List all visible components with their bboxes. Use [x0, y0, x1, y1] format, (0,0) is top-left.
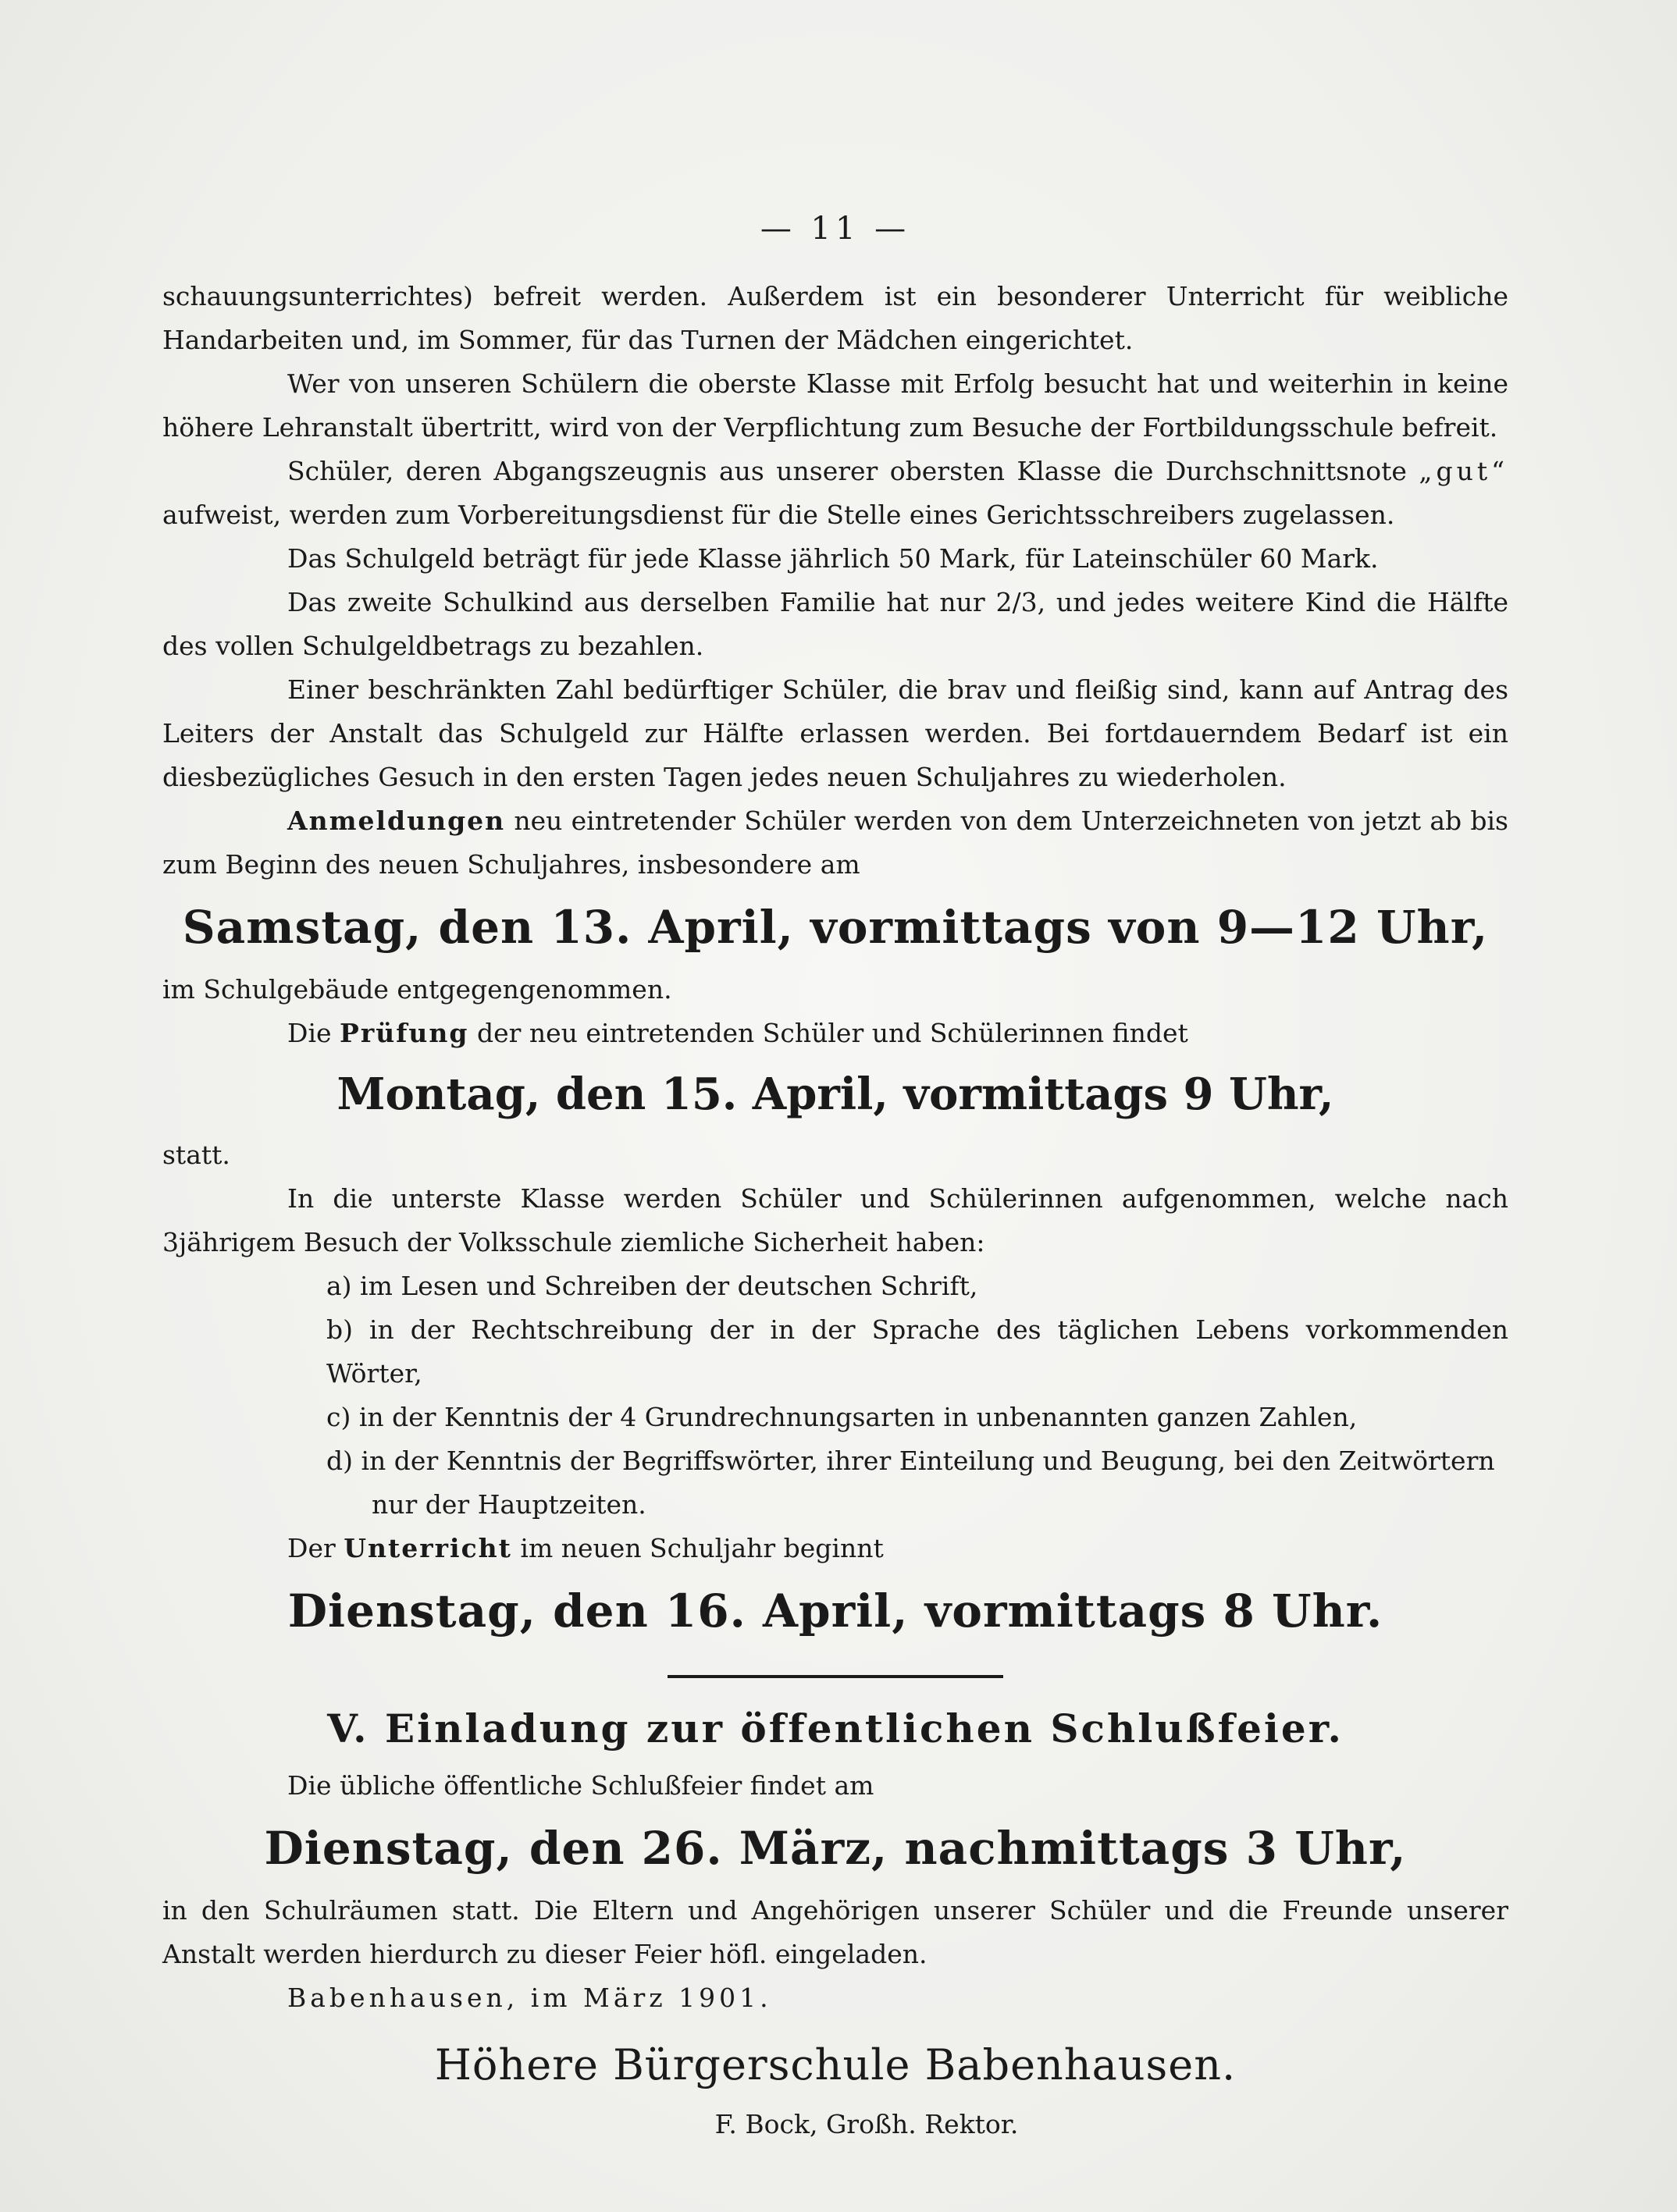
section-heading: V. Einladung zur öffentlichen Schlußfeier. — [327, 1705, 1344, 1751]
paragraph-3-part-b: aufweist, werden zum Vorbereitungsdienst für die Stelle eines Gerichtsschreibers zugelassen. — [162, 500, 1395, 530]
paragraph-12-bold: Unterricht — [344, 1533, 512, 1563]
registration-date: Samstag, den 13. April, vormittags von 9—12 Uhr, — [182, 901, 1489, 954]
paragraph-12-part-b: im neuen Schuljahr beginnt — [511, 1533, 884, 1563]
paragraph-9-part-b: der neu eintretenden Schüler und Schülerinnen findet — [468, 1018, 1188, 1048]
document-body — [162, 211, 1508, 2146]
section-paragraph-1: Die übliche öffentliche Schlußfeier findet am — [287, 1770, 874, 1801]
paragraph-12 — [162, 1527, 1508, 1570]
paragraph-7-text: neu eintretender Schüler werden von dem Unterzeichneten von jetzt ab bis zum Beginn des neuen Schuljahres, insbesondere am — [162, 805, 1508, 880]
place-and-date: Babenhausen, im März 1901. — [287, 1983, 772, 2013]
list-item-continuation: nur der Hauptzeiten. — [372, 1489, 646, 1520]
paragraph-6: Einer beschränkten Zahl bedürftiger Schüler, die brav und fleißig sind, kann auf Antrag des Leiters der Anstalt das Schulgeld zur Hälfte erlassen werden. Bei fortdauerndem Bedarf ist ein diesbezügliches Gesuch in den ersten Tagen jedes neuen Schuljahres zu wiederholen. — [162, 674, 1508, 792]
signature: F. Bock, Großh. Rektor. — [714, 2109, 1019, 2139]
paragraph-3-part-a: Schüler, deren Abgangszeugnis aus unserer obersten Klasse die Durchschnittsnote — [287, 456, 1419, 486]
paragraph-4: Das Schulgeld beträgt für jede Klasse jährlich 50 Mark, für Lateinschüler 60 Mark. — [287, 543, 1379, 574]
paragraph-7-bold: Anmeldungen — [287, 805, 506, 836]
list-item: a) im Lesen und Schreiben der deutschen Schrift, — [326, 1271, 978, 1301]
divider — [668, 1675, 1003, 1678]
ceremony-date: Dienstag, den 26. März, nachmittags 3 Uhr, — [264, 1822, 1407, 1875]
paragraph-3 — [162, 450, 1508, 537]
paragraph-12-part-a: Der — [287, 1533, 344, 1563]
paragraph-5: Das zweite Schulkind aus derselben Familie hat nur 2/3, und jedes weitere Kind die Hälfte des vollen Schulgeldbetrags zu bezahlen. — [162, 587, 1508, 661]
paragraph-1: schauungsunterrichtes) befreit werden. Außerdem ist ein besonderer Unterricht für weibliche Handarbeiten und, im Sommer, für das Turnen der Mädchen eingerichtet. — [162, 281, 1508, 355]
school-name: Höhere Bürgerschule Babenhausen. — [434, 2040, 1237, 2089]
requirements-list — [326, 1264, 1508, 1527]
exam-date: Montag, den 15. April, vormittags 9 Uhr, — [336, 1069, 1334, 1120]
school-start-date: Dienstag, den 16. April, vormittags 8 Uhr. — [287, 1584, 1383, 1638]
page-number: — 11 — — [760, 211, 911, 247]
paragraph-8: im Schulgebäude entgegengenommen. — [162, 974, 672, 1005]
section-paragraph-2: in den Schulräumen statt. Die Eltern und Angehörigen unserer Schüler und die Freunde unserer Anstalt werden hierdurch zu dieser Feier höfl. eingeladen. — [162, 1895, 1508, 1969]
paragraph-9 — [162, 1012, 1508, 1055]
paragraph-7 — [162, 799, 1508, 887]
paragraph-11: In die unterste Klasse werden Schüler und Schülerinnen aufgenommen, welche nach 3jährigem Besuch der Volksschule ziemliche Sicherheit haben: — [162, 1183, 1508, 1257]
list-item: d) in der Kenntnis der Begriffswörter, ihrer Einteilung und Beugung, bei den Zeitwörtern — [326, 1446, 1495, 1476]
list-item: c) in der Kenntnis der 4 Grundrechnungsarten in unbenannten ganzen Zahlen, — [326, 1402, 1358, 1432]
paragraph-2: Wer von unseren Schülern die oberste Klasse mit Erfolg besucht hat und weiterhin in keine höhere Lehranstalt übertritt, wird von der Verpflichtung zum Besuche der Fortbildungsschule befreit. — [162, 368, 1508, 443]
paragraph-9-part-a: Die — [287, 1018, 340, 1048]
list-item: b) in der Rechtschreibung der in der Sprache des täglichen Lebens vorkommenden Wörter, — [326, 1314, 1508, 1389]
paragraph-9-bold: Prüfung — [340, 1018, 469, 1048]
paragraph-3-quote: „gut“ — [1419, 456, 1508, 486]
paragraph-10: statt. — [162, 1140, 230, 1170]
